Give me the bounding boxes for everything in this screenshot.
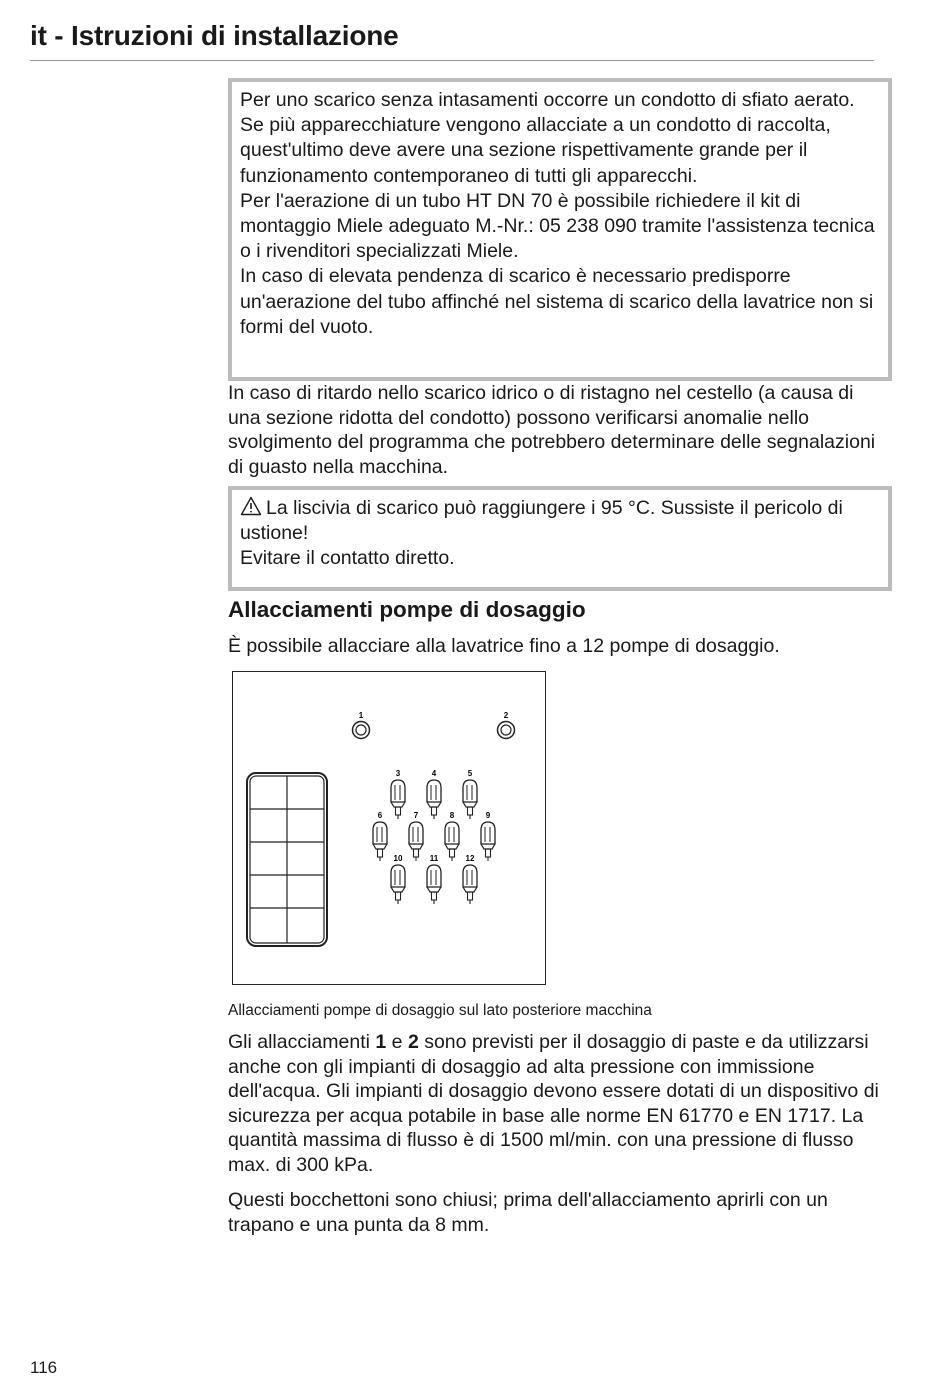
warning-line-1: La liscivia di scarico può raggiungere i 95 °C. Sussiste il pericolo di ustione!: [240, 497, 843, 545]
round-port-1: [353, 711, 370, 739]
nozzle-port-10: [391, 854, 405, 904]
nozzle-port-4: [427, 769, 441, 819]
nozzle-port-8: [445, 811, 459, 861]
note-paragraph: Per l'aerazione di un tubo HT DN 70 è possibile richiedere il kit di montaggio Miele adeguato M.-Nr.: 05 238 090 tramite l'assistenza tecnica o i rivenditori specializzati Miele.: [240, 189, 875, 263]
connection-1-ref: 1: [375, 1031, 387, 1053]
note-paragraph: In caso di elevata pendenza di scarico è necessario predisporre un'aerazione del tubo affinché nel sistema di scarico della lavatrice non si formi del vuoto.: [240, 265, 874, 338]
connector-label: 1: [358, 711, 364, 720]
drain-delay-paragraph: In caso di ritardo nello scarico idrico o di ristagno nel cestello (a causa di una sezione ridotta del condotto) possono verificarsi anomalie nello svolgimento del programma che potrebbero determinare delle segnalazioni di guasto nella macchina.: [228, 382, 876, 478]
nozzle-port-3: [391, 769, 405, 819]
connector-label: 5: [467, 769, 473, 778]
warning-triangle-icon: [240, 496, 262, 516]
dosing-pump-connections-figure: [232, 671, 546, 985]
section-heading: Allacciamenti pompe di dosaggio: [228, 597, 586, 622]
connector-label: 6: [377, 811, 383, 820]
connector-label: 2: [503, 711, 509, 720]
nozzle-port-11: [427, 854, 441, 904]
connector-label: 7: [413, 811, 419, 820]
header-divider: [30, 60, 874, 61]
connector-label: 3: [395, 769, 401, 778]
round-port-2: [498, 711, 515, 739]
control-panel-grid: [247, 773, 327, 946]
warning-text: [240, 496, 880, 546]
section-intro: È possibile allacciare alla lavatrice fino a 12 pompe di dosaggio.: [228, 635, 780, 657]
warning-box: [228, 486, 892, 591]
nozzle-port-12: [463, 854, 477, 904]
figure-caption: Allacciamenti pompe di dosaggio sul lato posteriore macchina: [228, 1002, 652, 1019]
drilling-paragraph: Questi bocchettoni sono chiusi; prima dell'allacciamento aprirli con un trapano e una punta da 8 mm.: [228, 1189, 828, 1236]
connector-label: 10: [393, 854, 403, 863]
connector-label: 9: [485, 811, 491, 820]
connector-label: 4: [431, 769, 437, 778]
nozzle-port-7: [409, 811, 423, 861]
nozzle-port-6: [373, 811, 387, 861]
note-paragraph: Se più apparecchiature vengono allacciate a un condotto di raccolta, quest'ultimo deve avere una sezione rispettivamente grande per il funzionamento contemporaneo di tutti gli apparecchi.: [240, 114, 831, 187]
connections-paragraph: Gli allacciamenti 1 e 2 sono previsti per il dosaggio di paste e da utilizzarsi anche con gli impianti di dosaggio ad alta pressione con immissione dell'acqua. Gli impianti di dosaggio devono essere dotati di un dispositivo di sicurezza per acqua potabile in base alle norme EN 61770 e EN 1717. La quantità massima di flusso è di 1500 ml/min. con una pressione di flusso max. di 300 kPa.: [228, 1031, 879, 1176]
page-number: 116: [30, 1358, 58, 1377]
nozzle-port-5: [463, 769, 477, 819]
connector-label: 11: [429, 854, 439, 863]
warning-line-2: Evitare il contatto diretto.: [240, 547, 455, 570]
page-header-title: it - Istruzioni di installazione: [30, 20, 399, 51]
connector-label: 8: [449, 811, 455, 820]
connector-label: 12: [465, 854, 475, 863]
note-paragraph: Per uno scarico senza intasamenti occorre un condotto di sfiato aerato.: [240, 89, 855, 111]
connections-drawing: [233, 672, 547, 986]
nozzle-port-9: [481, 811, 495, 861]
note-box: [228, 78, 892, 381]
connection-2-ref: 2: [407, 1031, 419, 1053]
